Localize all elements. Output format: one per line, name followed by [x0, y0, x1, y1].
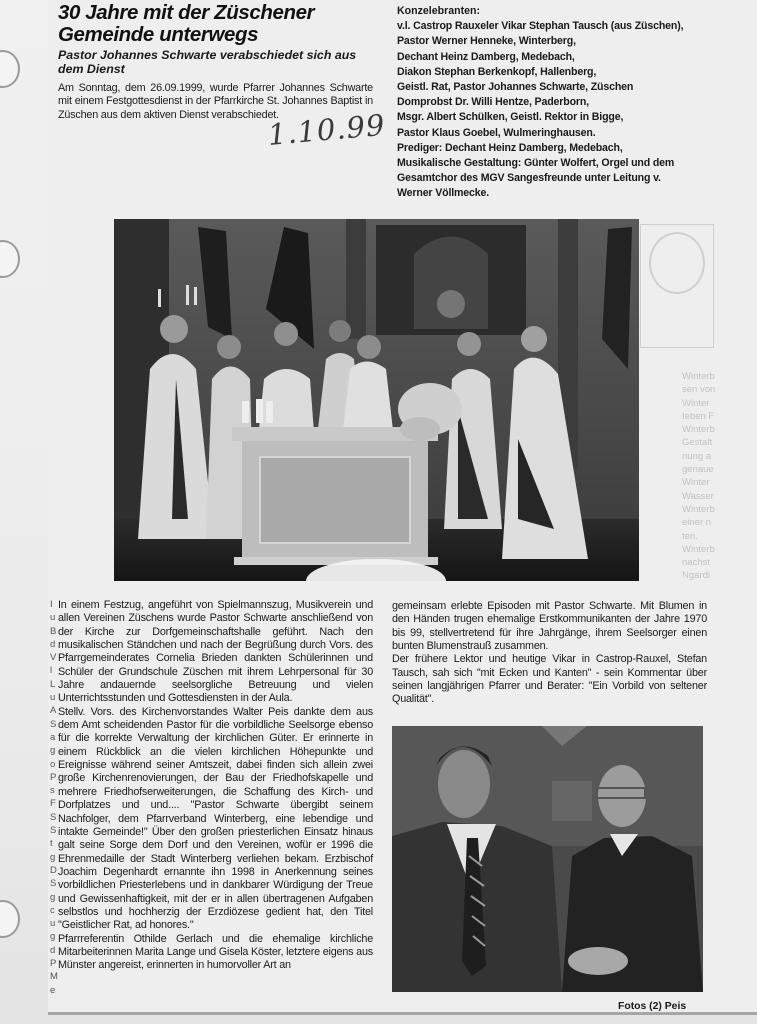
margin-letter: S [50, 811, 57, 823]
photo-credit: Fotos (2) Peis [618, 1001, 687, 1012]
margin-letter: F [50, 798, 56, 810]
bleed-through-line: nung a [682, 450, 712, 462]
bleed-through-line: Winterb [682, 371, 715, 382]
margin-letter: s [50, 785, 55, 797]
portrait-photo [392, 726, 703, 992]
portrait-photo-image [392, 726, 703, 992]
body-paragraph: gemeinsam erlebte Episoden mit Pastor Schwarte. Mit Blumen in den Händen trugen ehemalige Erstkommunikanten der Jahre 1970 bis 99, stellvertretend für ihre Jahrgänge, ihrem Seelsorger einen bunten Blumenstrauß zusammen. [392, 600, 707, 653]
handwritten-date: 1.10.99 [266, 107, 387, 152]
bleed-through-emblem [649, 232, 705, 294]
body-column-left [58, 599, 373, 973]
bleed-through-line: genaue [682, 464, 714, 476]
margin-letter: t [50, 838, 53, 850]
margin-letter: u [50, 612, 56, 624]
margin-letter: o [50, 758, 56, 770]
hole-punch [0, 900, 20, 938]
body-paragraph: Der frühere Lektor und heutige Vikar in Castrop-Rauxel, Stefan Tausch, sah sich "mit Ecken und Kanten" - sein Kommentar über seinen langjährigen Pfarrer und Berater: "Ein Vorbild von seltener Qualität". [392, 653, 707, 706]
altar-photo-image [114, 219, 639, 581]
konzelebrant-line: Dechant Heinz Damberg, Medebach, [397, 50, 575, 63]
bleed-through-line: sen von [682, 384, 716, 396]
konzelebrant-line: Geistl. Rat, Pastor Johannes Schwarte, Züschen [397, 81, 634, 94]
body-paragraph: Stellv. Vors. des Kirchenvorstandes Walter Peis dankte dem aus dem Amt scheidenden Pastor für die vorbildliche Seelsorge ebenso für die korrekte Verwaltung der kirchlichen Güter. Er erinnerte in einem Rückblick an die vielen kirchlichen Höhepunkte und Ereignisse während seiner Amtszeit, dabei finden sich allein zwei große Kirchenrenovierungen, der Bau der Friedhofskapelle und mehrere Friedhofserweiterungen, die Schaffung des Kirch- und Dorfplatzes und und.... "Pastor Schwarte übergibt seinem Nachfolger, dem Pfarrverband Winterberg, eine lebendige und intakte Gemeinde!" Über den großen priesterlichen Einsatz hinaus galt seine Sorge dem Dorf und den Vereinen, wofür er 1996 die Ehrenmedaille der Stadt Winterberg verliehen bekam. Erzbischof Joachim Degenhardt ernannte ihn 1998 in Anerkennung seines vorbildlichen Priesterlebens und in dankbarer Würdigung der Treue und Gewissenhaftigkeit, mit der er in allen übertragenen Aufgaben selbstlos und hochherzig der Erzdiözese gedient hat, den Titel "Geistlicher Rat, ad honores." [58, 705, 373, 932]
headline [58, 2, 358, 46]
bleed-through-line: Ieben F [682, 410, 715, 422]
margin-letter: c [50, 904, 55, 916]
body-paragraph: Pfarrreferentin Othilde Gerlach und die ehemalige kirchliche Mitarbeiterinnen Marita Lange und Gisela Köster, letztere eigens aus Münster angereist, erinnerten in humorvoller Art an [58, 932, 373, 972]
margin-letter: S [50, 718, 57, 730]
headline-line-1: 30 Jahre mit der Züschener [58, 1, 315, 24]
bleed-through-line: Winter [682, 397, 710, 409]
bleed-through-line: einer n [682, 517, 712, 529]
konzelebrant-line: Pastor Werner Henneke, Winterberg, [397, 35, 576, 48]
margin-letter: g [50, 745, 56, 757]
margin-letter: d [50, 638, 56, 650]
margin-letter: g [50, 891, 56, 903]
margin-letter: l [50, 665, 53, 677]
bleed-through-text [682, 370, 757, 583]
bleed-through-line: Gestalt [682, 437, 713, 449]
clipping-edge [48, 1012, 757, 1015]
margin-letter: S [50, 878, 57, 890]
margin-letter: g [50, 851, 56, 863]
hole-punch [0, 50, 20, 88]
konzelebrant-line: Musikalische Gestaltung: Günter Wolfert, Orgel und dem [397, 157, 675, 170]
konzelebrant-line: Gesamtchor des MGV Sangesfreunde unter Leitung v. [397, 172, 661, 185]
subheadline: Pastor Johannes Schwarte verabschiedet sich aus dem Dienst [58, 48, 357, 76]
konzelebranten-title: Konzelebranten: [397, 5, 480, 17]
margin-letter: d [50, 944, 56, 956]
margin-letter: u [50, 918, 56, 930]
margin-letter: S [50, 825, 57, 837]
margin-letter: u [50, 692, 56, 704]
konzelebrant-line: Werner Völlmecke. [397, 187, 490, 200]
margin-letter: I [50, 599, 53, 610]
bleed-through-line: ten. [682, 530, 698, 542]
bleed-through-line: nachst [682, 557, 710, 569]
margin-letter: V [50, 652, 57, 664]
margin-letter: A [50, 705, 57, 717]
left-margin-fragments [50, 598, 58, 997]
lead-paragraph: Am Sonntag, dem 26.09.1999, wurde Pfarrer Johannes Schwarte mit einem Festgottesdienst in der Pfarrkirche St. Johannes Baptist in Züschen aus dem aktiven Dienst verabschiedet. [58, 82, 373, 121]
bleed-through-line: Winterb [682, 543, 715, 555]
bleed-through-line: Ngardi [682, 570, 710, 582]
body-paragraph: In einem Festzug, angeführt von Spielmannszug, Musikverein und allen Vereinen Züschens wurde Pastor Schwarte anschließend von der Kirche zur Dorfgemeinschaftshalle geführt. Nach den musikalischen Ständchen und nach der Begrüßung durch Vors. des Pfarrgemeinderates Cornelia Brieden dankten Schülerinnen und Schüler der Grundschule Züschen mit ihrem Lehrpersonal für 30 Jahre andauernde seelsorgliche Betreuung und vielen Unterrichtsstunden und Gottesdiensten in der Aula. [58, 599, 373, 705]
headline-line-2: Gemeinde unterwegs [58, 23, 259, 46]
konzelebrant-line: Prediger: Dechant Heinz Damberg, Medebach, [397, 141, 623, 154]
margin-letter: a [50, 731, 56, 743]
margin-letter: P [50, 771, 57, 783]
margin-letter: D [50, 864, 57, 876]
bleed-through-line: Winterb [682, 424, 715, 436]
hole-punch [0, 240, 20, 278]
margin-letter: e [50, 984, 56, 996]
margin-letter: B [50, 625, 57, 637]
konzelebrant-line: v.l. Castrop Rauxeler Vikar Stephan Tausch (aus Züschen), [397, 20, 684, 33]
konzelebrant-line: Pastor Klaus Goebel, Wulmeringhausen. [397, 126, 596, 139]
margin-letter: g [50, 931, 56, 943]
margin-letter: M [50, 971, 58, 983]
bleed-through-line: Wasser [682, 490, 714, 502]
bleed-through-line: Winterb [682, 503, 715, 515]
altar-photo [114, 219, 639, 581]
konzelebrant-line: Domprobst Dr. Willi Hentze, Paderborn, [397, 96, 589, 109]
bleed-through-line: Winter [682, 477, 710, 489]
konzelebrant-line: Diakon Stephan Berkenkopf, Hallenberg, [397, 65, 597, 78]
margin-letter: P [50, 958, 57, 970]
body-column-right [392, 600, 707, 707]
altar [232, 427, 438, 565]
konzelebranten-box [397, 4, 717, 202]
konzelebrant-line: Msgr. Albert Schülken, Geistl. Rektor in Bigge, [397, 111, 624, 124]
margin-letter: L [50, 678, 56, 690]
